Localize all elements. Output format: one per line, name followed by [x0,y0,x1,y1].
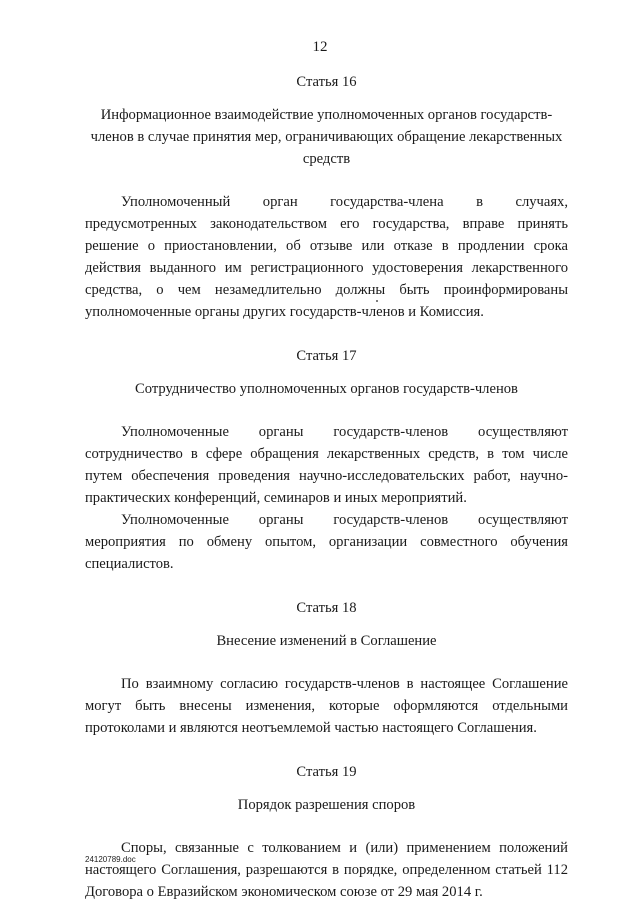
article-title: Порядок разрешения споров [237,797,416,813]
article-paragraph: Уполномоченные органы государств-членов осуществляют мероприятия по обмену опытом, организации совместного обучения специалистов. [85,512,568,572]
article-title: Информационное взаимодействие уполномоченных органов государств-членов в случае принятия мер, ограничивающих обращение лекарственных средств [90,107,563,167]
document-id-footer: 24120789.doc [85,855,136,864]
article-paragraph: Уполномоченный орган государства-члена в случаях, предусмотренных законодательством его государства, вправе принять решение о приостановлении, об отзыве или отказе в продлении срока действия выданного им регистрационного удостоверения лекарственного средства, о чем незамедлительно должны быть проинформированы уполномоченные органы других государств-членов и Комиссия. [85,194,568,320]
article-paragraph: По взаимному согласию государств-членов в настоящее Соглашение могут быть внесены изменения, которые оформляются отдельными протоколами и являются неотъемлемой частью настоящего Соглашения. [85,676,568,736]
document-body [85,71,568,903]
article-heading: Статья 17 [296,348,357,364]
page-number: 12 [312,39,328,55]
article-title: Сотрудничество уполномоченных органов государств-членов [135,381,518,397]
article-18 [85,597,568,739]
article-19 [85,761,568,903]
scan-speck [376,300,378,302]
article-heading: Статья 19 [296,764,357,780]
article-title: Внесение изменений в Соглашение [216,633,437,649]
article-paragraph: Уполномоченные органы государств-членов осуществляют сотрудничество в сфере обращения лекарственных средств, в том числе путем обеспечения проведения научно-исследовательских работ, научно-практических конференций, семинаров и иных мероприятий. [85,424,568,506]
article-heading: Статья 16 [296,74,357,90]
article-17 [85,345,568,575]
article-paragraph: Споры, связанные с толкованием и (или) применением положений настоящего Соглашения, разрешаются в порядке, определенном статьей 112 Договора о Евразийском экономическом союзе от 29 мая 2014 г. [85,840,568,900]
article-heading: Статья 18 [296,600,357,616]
article-16 [85,71,568,323]
